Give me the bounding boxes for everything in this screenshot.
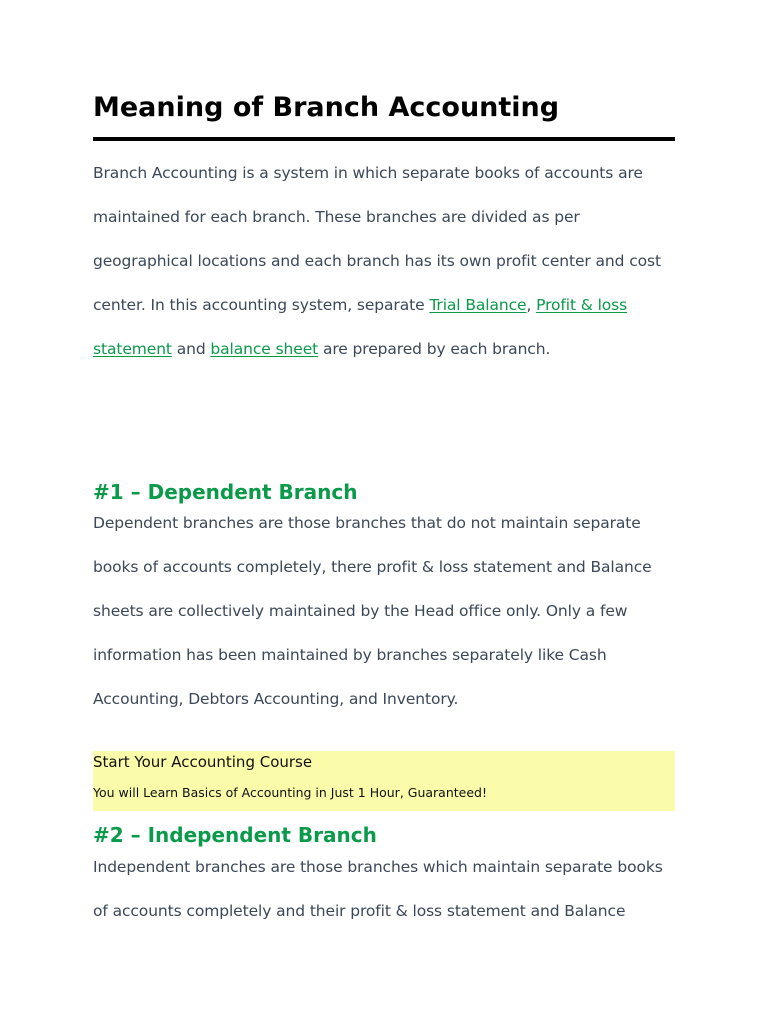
sec1-line-4: information has been maintained by branches separately like Cash [93, 646, 607, 664]
course-promo-banner[interactable] [93, 751, 675, 811]
independent-branch-paragraph [93, 845, 675, 933]
and-text: and [171, 340, 211, 358]
section-heading-independent-branch: #2 – Independent Branch [93, 823, 377, 847]
sec1-line-2: books of accounts completely, there profit & loss statement and Balance [93, 558, 652, 576]
sec1-line-3: sheets are collectively maintained by the Head office only. Only a few [93, 602, 628, 620]
promo-title: Start Your Accounting Course [93, 753, 313, 771]
intro-line-3: geographical locations and each branch has its own profit center and cost [93, 252, 661, 270]
sec2-line-2: of accounts completely and their profit & loss statement and Balance [93, 902, 626, 920]
comma-text: , [526, 296, 537, 314]
article [93, 88, 675, 920]
sec1-line-5: Accounting, Debtors Accounting, and Inventory. [93, 690, 459, 708]
intro-line-5-text: are prepared by each branch. [318, 340, 551, 358]
intro-line-4-text: center. In this accounting system, separate [93, 296, 430, 314]
profit-loss-link-part1[interactable]: Profit & loss [536, 296, 628, 314]
intro-line-4 [93, 283, 675, 327]
promo-subtitle: You will Learn Basics of Accounting in Just 1 Hour, Guaranteed! [93, 785, 487, 800]
trial-balance-link[interactable]: Trial Balance [429, 296, 527, 314]
profit-loss-link-part2[interactable]: statement [93, 340, 172, 358]
intro-line-2: maintained for each branch. These branches are divided as per [93, 208, 580, 226]
intro-paragraph [93, 151, 675, 371]
intro-line-1: Branch Accounting is a system in which separate books of accounts are [93, 164, 643, 182]
sec1-line-1: Dependent branches are those branches that do not maintain separate [93, 514, 641, 532]
section-heading-dependent-branch: #1 – Dependent Branch [93, 480, 358, 504]
intro-line-5 [93, 327, 675, 371]
sec2-line-1: Independent branches are those branches which maintain separate books [93, 858, 663, 876]
page-title: Meaning of Branch Accounting [93, 88, 675, 141]
dependent-branch-paragraph [93, 501, 675, 721]
balance-sheet-link[interactable]: balance sheet [210, 340, 319, 358]
